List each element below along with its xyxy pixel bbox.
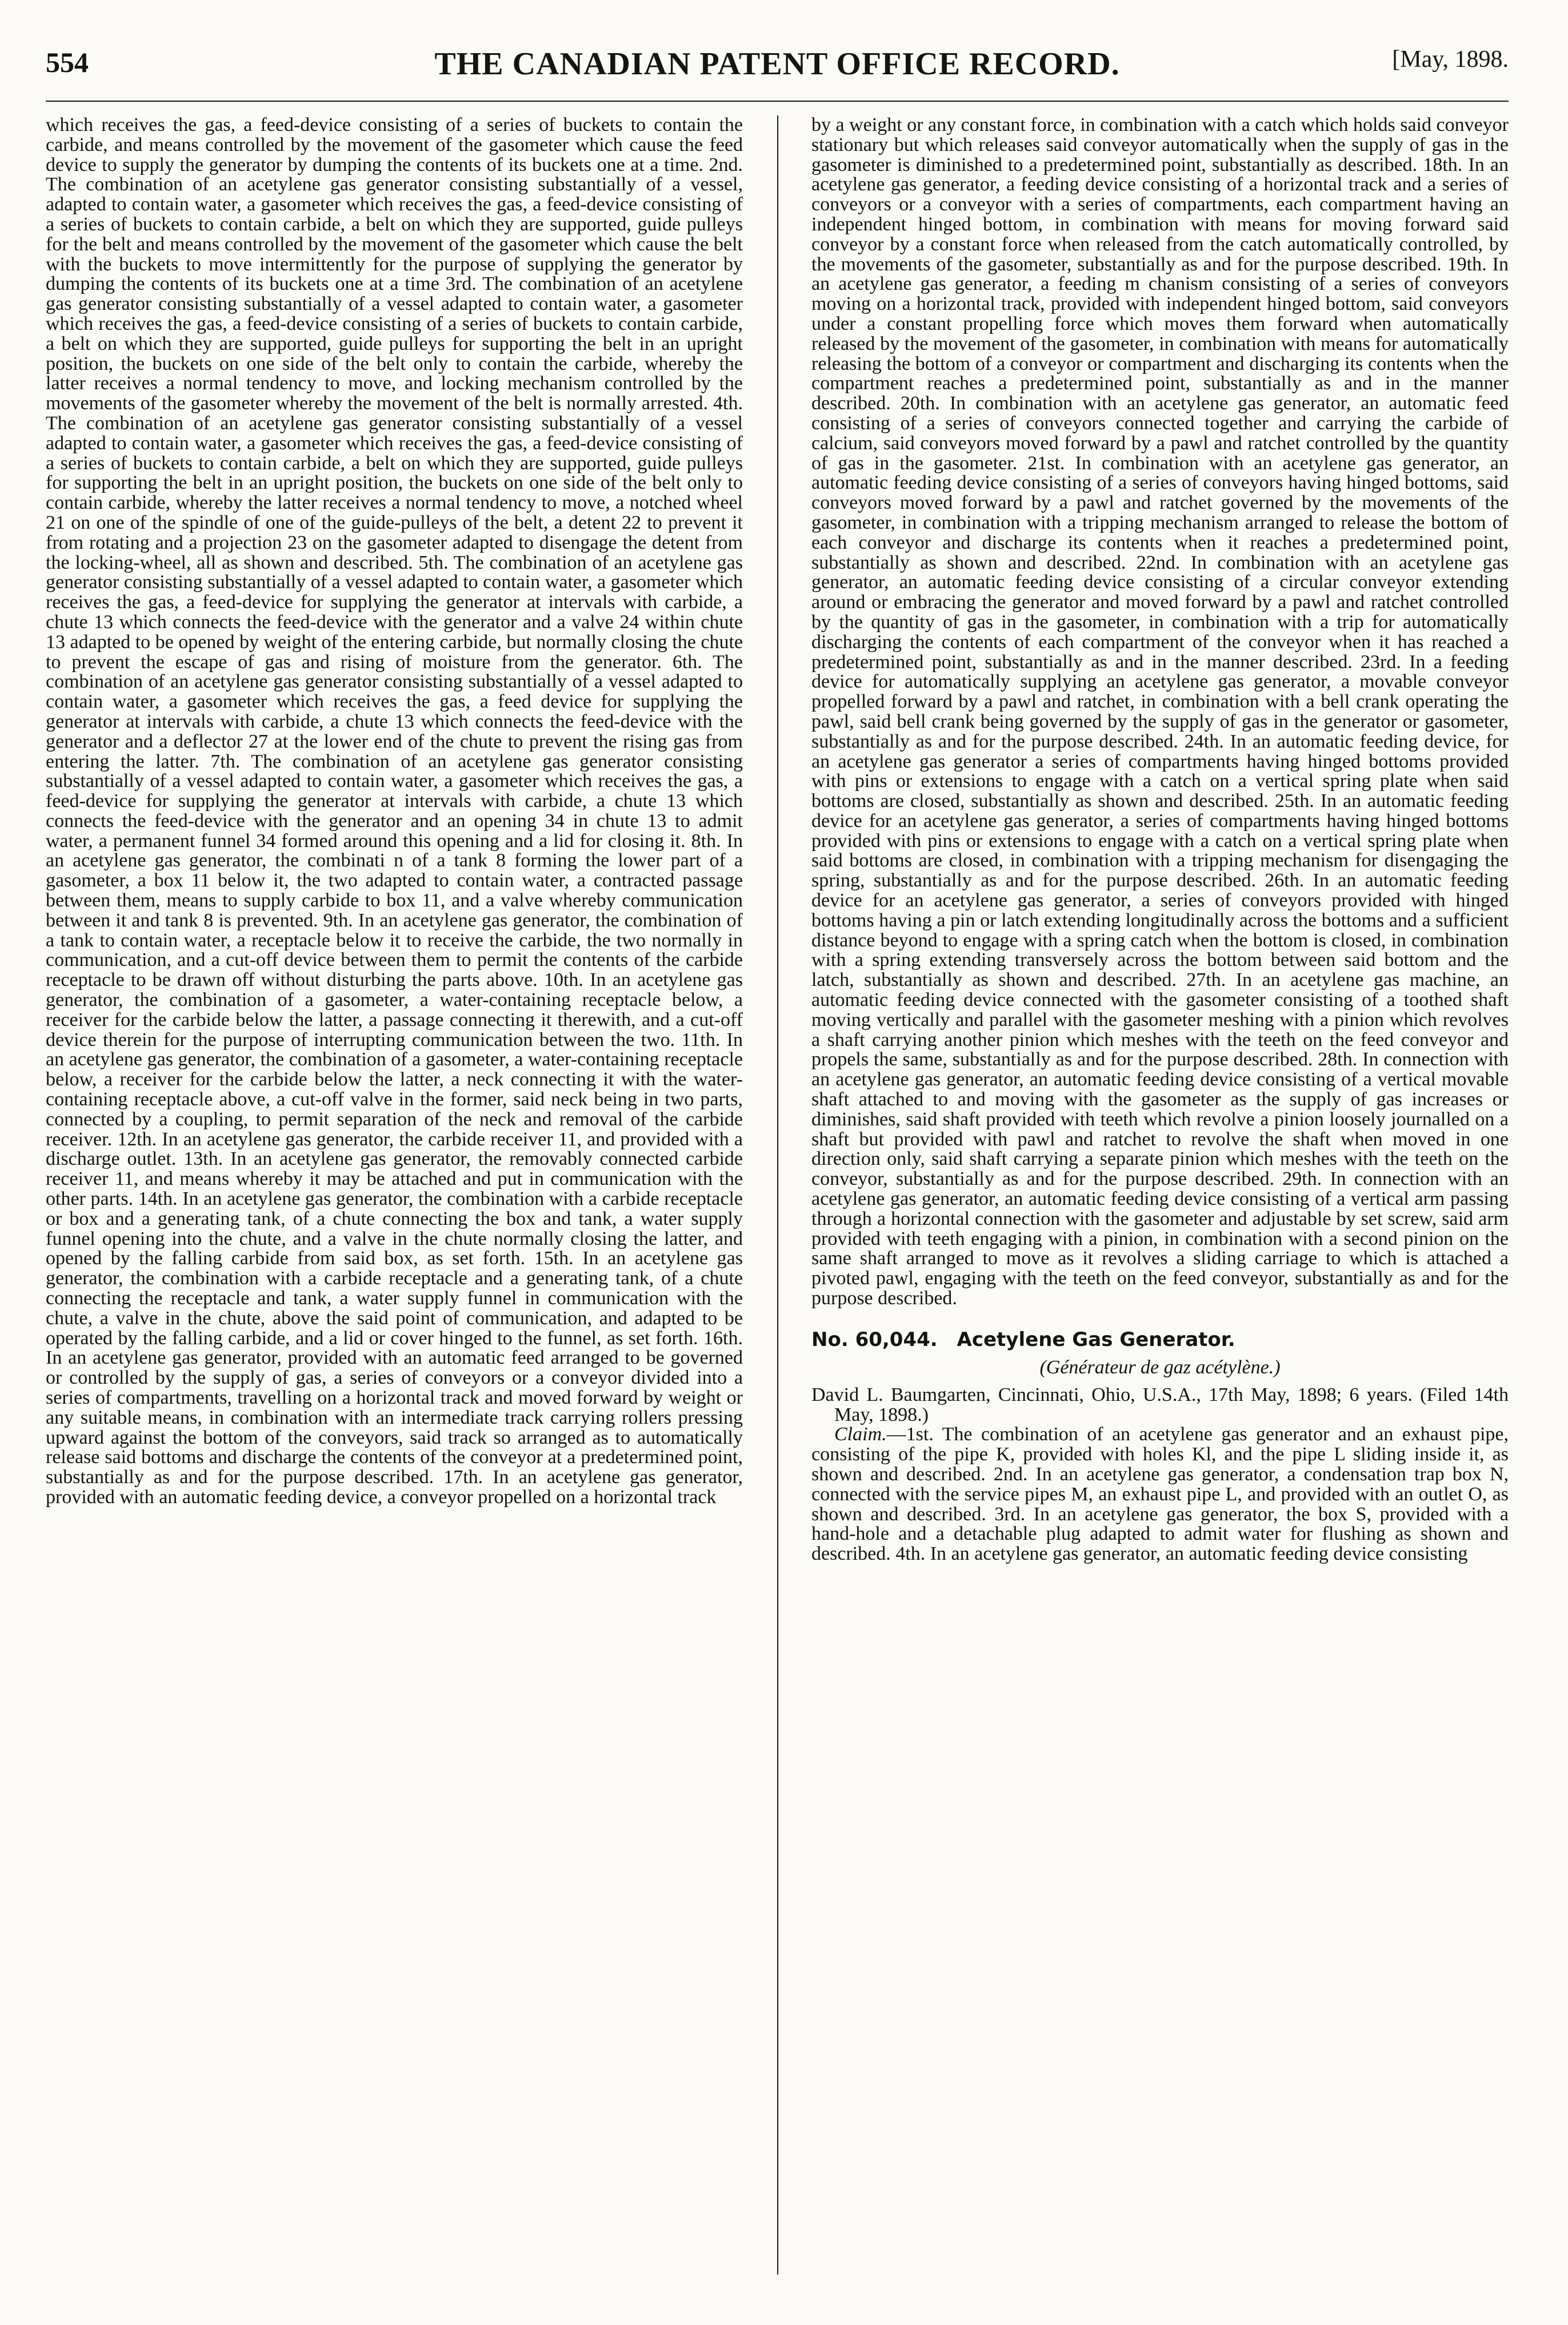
right-column [811,115,1509,2276]
page [46,46,1509,2286]
claim-text: —1st. The combination of an acetylene gas generator and an exhaust pipe, consisting of the pipe K, provided with holes Kl, and the pipe L sliding inside it, as shown and described. 2nd. In an acetylene gas generator, a condensation trap box N, connected with the service pipes M, an exhaust pipe L, and provided with an outlet O, as shown and described. 3rd. In an acetylene gas generator, the box S, provided with a hand-hole and a detachable plug adapted to admit water for flushing as shown and described. 4th. In an acetylene gas generator, an automatic feeding device consisting [811,1424,1509,1565]
page-number: 554 [46,46,89,78]
patent-number: No. 60,044. [811,1328,938,1351]
page-header [46,46,1509,91]
patent-claims [811,1425,1509,1564]
claims-continued-text: which receives the gas, a feed-device consisting of a series of buckets to contain the carbide, and means controlled by the movement of the gasometer which cause the feed device to supply the generator by dumping the contents of its buckets one at a time. 2nd. The combination of an acetylene gas generator consisting substantially of a vessel, adapted to contain water, a gasometer which receives the gas, a feed-device consisting of a series of buckets to contain carbide, a belt on which they are supported, guide pulleys for the belt and means controlled by the movement of the gasometer which cause the belt with the buckets to move intermittently for the purpose of supplying the generator by dumping the contents of its buckets one at a time 3rd. The combination of an acetylene gas generator consisting substantially of a vessel adapted to contain water, a gasometer which receives the gas, a feed-device consisting of a series of buckets to contain carbide, a belt on which they are supported, guide pulleys for supporting the belt in an upright position, the buckets on one side of the belt only to contain the carbide, whereby the latter receives a normal tendency to move, and locking mechanism controlled by the movements of the gasometer whereby the movement of the belt is normally arrested. 4th. The combination of an acetylene gas generator consisting substantially of a vessel adapted to contain water, a gasometer which receives the gas, a feed-device consisting of a series of buckets to contain carbide, a belt on which they are supported, guide pulleys for supporting the belt in an upright position, the buckets on one side of the belt only to contain carbide, whereby the latter receives a normal tendency to move, a notched wheel 21 on one of the spindle of one of the guide-pulleys of the belt, a detent 22 to prevent it from rotating and a projection 23 on the gasometer adapted to disengage the detent from the locking-wheel, all as shown and described. 5th. The combination of an acetylene gas generator consisting substantially of a vessel adapted to contain water, a gasometer which receives the gas, a feed-device for supplying the generator at intervals with carbide, a chute 13 which connects the feed-device with the generator and a valve 24 within chute 13 adapted to be opened by weight of the entering carbide, but normally closing the chute to prevent the escape of gas and rising of moisture from the generator. 6th. The combination of an acetylene gas generator consisting substantially of a vessel adapted to contain water, a gasometer which receives the gas, a feed device for supplying the generator at intervals with carbide, a chute 13 which connects the feed-device with the generator and a deflector 27 at the lower end of the chute to prevent the rising gas from entering the latter. 7th. The combination of an acetylene gas generator consisting substantially of a vessel adapted to contain water, a gasometer which receives the gas, a feed-device for supplying the generator at intervals with carbide, a chute 13 which connects the feed-device with the generator and an opening 34 in chute 13 to admit water, a permanent funnel 34 formed around this opening and a lid for closing it. 8th. In an acetylene gas generator, the combinati n of a tank 8 forming the lower part of a gasometer, a box 11 below it, the two adapted to contain water, a contracted passage between them, means to supply carbide to box 11, and a valve whereby communication between it and tank 8 is prevented. 9th. In an acetylene gas generator, the combination of a tank to contain water, a receptacle below it to receive the carbide, the two normally in communication, and a cut-off device between them to permit the contents of the carbide receptacle to be drawn off without disturbing the parts above. 10th. In an acetylene gas generator, the combination of a gasometer, a water-containing receptacle below, a receiver for the carbide below the latter, a passage connecting it therewith, and a cut-off device therein for the purpose of interrupting communication between the two. 11th. In an acetylene gas generator, the combination of a gasometer, a water-containing receptacle below, a receiver for the carbide below the latter, a neck connecting it with the water-containing receptacle above, a cut-off valve in the former, said neck being in two parts, connected by a coupling, to permit separation of the neck and removal of the carbide receiver. 12th. In an acetylene gas generator, the carbide receiver 11, and provided with a discharge outlet. 13th. In an acetylene gas generator, the removably connected carbide receiver 11, and means whereby it may be attached and put in communication with the other parts. 14th. In an acetylene gas generator, the combination with a carbide receptacle or box and a generating tank, of a chute connecting the box and tank, a water supply funnel opening into the chute, and a valve in the chute normally closing the latter, and opened by the falling carbide from said box, as set forth. 15th. In an acetylene gas generator, the combination with a carbide receptacle and a generating tank, of a chute connecting the receptacle and tank, a water supply funnel in communication with the chute, a valve in the chute, above the said point of communication, and adapted to be operated by the falling carbide, and a lid or cover hinged to the funnel, as set forth. 16th. In an acetylene gas generator, provided with an automatic feed arranged to be governed or controlled by the supply of gas, a series of conveyors or a conveyor divided into a series of compartments, travelling on a horizontal track and moved forward by weight or any suitable means, in combination with an intermediate track carrying rollers pressing upward against the bottom of the conveyors, said track so arranged as to automatically release said bottoms and discharge the contents of the conveyor at a predetermined point, substantially as and for the purpose described. 17th. In an acetylene gas generator, provided with an automatic feeding device, a conveyor propelled on a horizontal track [46,115,743,1508]
publication-title: THE CANADIAN PATENT OFFICE RECORD. [434,46,1120,82]
patent-french-title: (Générateur de gaz acétylène.) [1039,1356,1281,1378]
left-column [46,115,743,2276]
column-divider [777,115,778,2275]
patent-heading [811,1328,1509,1351]
issue-date: [May, 1898. [1392,46,1509,73]
patent-inventor: David L. Baumgarten, Cincinnati, Ohio, U.S.A., 17th May, 1898; 6 years. (Filed 14th May, 1898.) [811,1384,1509,1425]
claims-continued-text-right: by a weight or any constant force, in combination with a catch which holds said conveyor stationary but which releases said conveyor automatically when the supply of gas in the gasometer is diminished to a predetermined point, substantially as described. 18th. In an acetylene gas generator, a feeding device consisting of a horizontal track and a series of conveyors or a conveyor with a series of compartments, each compartment having an independent hinged bottom, in combination with means for moving forward said conveyor by a constant force when released from the catch automatically controlled, by the movements of the gasometer, substantially as and for the purpose described. 19th. In an acetylene gas generator, a feeding m chanism consisting of a series of conveyors moving on a horizontal track, provided with independent hinged bottom, said conveyors under a constant propelling force which moves them forward when automatically released by the movement of the gasometer, in combination with means for automatically releasing the bottom of a conveyor or compartment and discharging its contents when the compartment reaches a predetermined point, substantially as and in the manner described. 20th. In combination with an acetylene gas generator, an automatic feed consisting of a series of conveyors connected together and carrying the carbide of calcium, said conveyors moved forward by a pawl and ratchet controlled by the quantity of gas in the gasometer. 21st. In combination with an acetylene gas generator, an automatic feeding device consisting of a series of conveyors having hinged bottoms, said conveyors moved forward by a pawl and ratchet governed by the movements of the gasometer, in combination with a tripping mechanism arranged to release the bottom of each conveyor and discharge its contents when it reaches a predetermined point, substantially as shown and described. 22nd. In combination with an acetylene gas generator, an automatic feeding device consisting of a circular conveyor extending around or embracing the generator and moved forward by a pawl and ratchet controlled by the quantity of gas in the gasometer, in combination with a trip for automatically discharging the contents of each compartment of the conveyor when it has reached a predetermined point, substantially as and in the manner described. 23rd. In a feeding device for automatically supplying an acetylene gas generator, a movable conveyor propelled forward by a pawl and ratchet, in combination with a bell crank operating the pawl, said bell crank being governed by the supply of gas in the generator or gasometer, substantially as and for the purpose described. 24th. In an automatic feeding device, for an acetylene gas generator a series of compartments having hinged bottoms provided with pins or extensions to engage with a catch on a vertical spring plate when said bottoms are closed, substantially as shown and described. 25th. In an automatic feeding device for an acetylene gas generator, a series of compartments having hinged bottoms provided with pins or extensions to engage with a catch on a vertical spring plate when said bottoms are closed, in combination with a tripping mechanism for disengaging the spring, substantially as and for the purpose described. 26th. In an automatic feeding device for an acetylene gas generator, a series of conveyors provided with hinged bottoms having a pin or latch extending longitudinally across the bottoms and a sufficient distance beyond to engage with a spring catch when the bottom is closed, in combination with a spring extending transversely across the bottom between said bottom and the latch, substantially as shown and described. 27th. In an acetylene gas machine, an automatic feeding device connected with the gasometer consisting of a toothed shaft moving vertically and parallel with the gasometer meshing with a pinion which revolves a shaft carrying another pinion which meshes with the teeth on the feed conveyor and propels the same, substantially as and for the purpose described. 28th. In connection with an acetylene gas generator, an automatic feeding device consisting of a vertical movable shaft attached to and moving with the gasometer as the supply of gas increases or diminishes, said shaft provided with teeth which revolve a pinion loosely journalled on a shaft but provided with pawl and ratchet to revolve the shaft when moved in one direction only, said shaft carrying a separate pinion which meshes with the teeth on the conveyor, substantially as and for the purpose described. 29th. In connection with an acetylene gas generator, an automatic feeding device consisting of a vertical arm passing through a horizontal connection with the gasometer and adjustable by set screw, said arm provided with teeth engaging with a pinion, in combination with a second pinion on the same shaft arranged to move as it revolves a sliding carriage to which is attached a pivoted pawl, engaging with the teeth on the feed conveyor, substantially as and for the purpose described. [811,115,1509,1309]
header-rule [46,101,1509,102]
patent-title: Acetylene Gas Generator. [957,1328,1235,1351]
claim-label: Claim. [834,1424,887,1445]
